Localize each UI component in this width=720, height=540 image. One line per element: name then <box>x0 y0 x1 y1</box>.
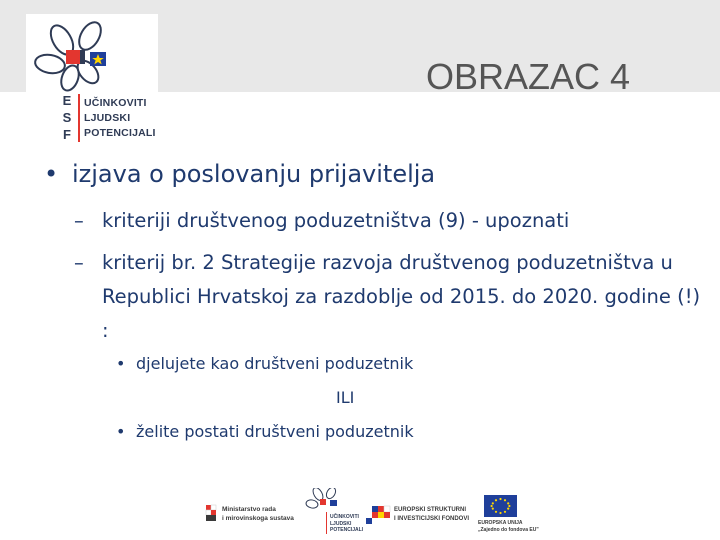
eu-flag-icon <box>484 495 517 517</box>
sub-item-1-text: kriteriji društvenog poduzetništva (9) - upoznati <box>102 209 570 232</box>
ministry-line-2: i mirovinskoga sustava <box>222 515 294 522</box>
esf-small-text <box>330 514 363 534</box>
sub-sub-item-2-text: želite postati društveni poduzetnik <box>136 422 414 441</box>
esf-small-line-2: LJUDSKI <box>330 520 352 527</box>
separator-ili: ILI <box>336 388 355 407</box>
ministry-text <box>222 505 294 523</box>
ministry-line-1: Ministarstvo rada <box>222 506 276 513</box>
esf-word-3: POTENCIJALI <box>84 127 156 139</box>
ministry-logo-icon <box>206 505 216 521</box>
footer-logos <box>0 488 720 540</box>
esf-small-line-1: UČINKOVITI <box>330 514 359 520</box>
eu-flag-line-2: „Zajedno do fondova EU" <box>478 527 539 533</box>
eu-structural-line-2: I INVESTICIJSKI FONDOVI <box>394 516 470 522</box>
bullet-main-text: izjava o poslovanju prijavitelja <box>72 160 436 188</box>
sub-sub-item-1-text: djelujete kao društveni poduzetnik <box>136 354 414 373</box>
esf-letter-e: E <box>62 93 72 108</box>
eu-flag-line-1: EUROPSKA UNIJA <box>478 520 523 526</box>
esf-word-1: UČINKOVITI <box>84 97 147 109</box>
slide-title: OBRAZAC 4 <box>425 56 630 97</box>
eu-structural-text <box>394 506 469 524</box>
bullet-dot-icon: • <box>116 354 126 373</box>
esf-small-line-3: POTENCIJALI <box>330 527 364 533</box>
dash-icon: – <box>74 251 84 274</box>
dash-icon: – <box>74 209 84 232</box>
esf-letter-f: F <box>63 127 71 142</box>
eu-structural-funds-logo-icon <box>366 506 390 524</box>
bullet-dot-icon: • <box>116 422 126 441</box>
eu-flag-text <box>478 520 539 534</box>
esf-letter-s: S <box>62 110 72 125</box>
esf-word-2: LJUDSKI <box>84 112 131 124</box>
eu-structural-line-1: EUROPSKI STRUKTURNI <box>394 507 467 513</box>
bullet-dot-icon: • <box>44 160 59 188</box>
sub-item-2-text: kriterij br. 2 Strategije razvoja društvenog poduzetništva u Republici Hrvatskoj za razdoblje od 2015. do 2020. godine (!) : <box>102 251 701 342</box>
